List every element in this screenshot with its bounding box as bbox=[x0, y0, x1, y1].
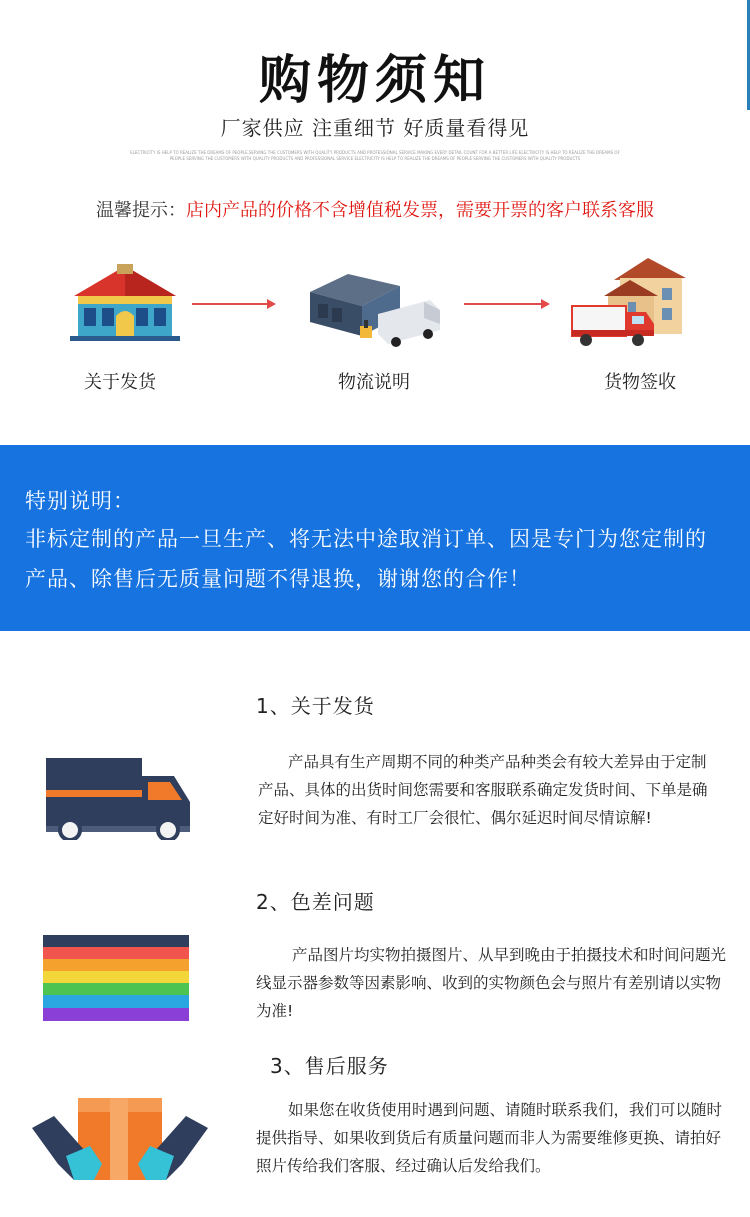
notice-text: 店内产品的价格不含增值税发票，需要开票的客户联系客服 bbox=[186, 200, 654, 221]
section-title-color-difference: 2、色差问题 bbox=[256, 890, 375, 914]
special-notice-banner bbox=[0, 445, 750, 631]
page-title: 购物须知 bbox=[258, 51, 491, 111]
step-label-logistics: 物流说明 bbox=[338, 372, 410, 393]
banner-heading: 特别说明： bbox=[25, 489, 135, 513]
step-label-shipping: 关于发货 bbox=[84, 372, 156, 393]
page-subtitle: 厂家供应 注重细节 好质量看得见 bbox=[220, 116, 530, 140]
banner-text: 非标定制的产品一旦生产、将无法中途取消订单、因是专门为您定制的产品、除售后无质量问题不得退换，谢谢您的合作！ bbox=[25, 527, 707, 591]
price-notice bbox=[0, 196, 750, 222]
hands-box-icon bbox=[30, 1094, 210, 1186]
step-label-receipt: 货物签收 bbox=[604, 372, 676, 393]
logistics-truck-icon bbox=[304, 264, 444, 352]
section-body-color-difference: 产品图片均实物拍摄图片、从早到晚由于拍摄技术和时间问题光线显示器参数等因素影响、收到的实物颜色会与照片有差别请以实物为准! bbox=[256, 946, 727, 1020]
section-title-after-sales: 3、售后服务 bbox=[270, 1054, 389, 1078]
flow-arrow-2 bbox=[464, 303, 548, 305]
section-title-shipping: 1、关于发货 bbox=[256, 694, 375, 718]
section-body-shipping: 产品具有生产周期不同的种类产品种类会有较大差异由于定制产品、具体的出货时间您需要和客服联系确定发货时间、下单是确定好时间为准、有时工厂会很忙、偶尔延迟时间尽情谅解! bbox=[258, 753, 708, 827]
notice-label: 温馨提示： bbox=[96, 200, 186, 221]
delivery-truck-icon bbox=[44, 756, 192, 840]
warehouse-icon bbox=[66, 262, 184, 344]
color-stripes-icon bbox=[43, 935, 189, 1021]
decorative-fine-print: ELECTRICITY IS HELP TO REALIZE THE DREAMS OF PEOPLE SERVING THE CUSTOMERS WITH QUALITY PRODUCTS AND PROFESSIONAL SERVICE MAKING EVERY DETAIL COUNT FOR A BETTER LIFE ELECTRICITY IS HELP TO REALIZE THE DREAMS OF PEOPLE SERVING THE CUSTOMERS WITH QUALITY PRODUCTS AND PROFESSIONAL SERVICE ELECTRICITY IS HELP TO REALIZE THE DREAMS OF PEOPLE SERVING THE CUSTOMERS WITH QUALITY PRODUCTS bbox=[130, 150, 620, 161]
flow-arrow-1 bbox=[192, 303, 274, 305]
section-body-after-sales: 如果您在收货使用时遇到问题、请随时联系我们，我们可以随时提供指导、如果收到货后有质量问题而非人为需要维修更换、请拍好照片传给我们客服、经过确认后发给我们。 bbox=[256, 1101, 723, 1175]
house-delivery-icon bbox=[568, 250, 694, 352]
